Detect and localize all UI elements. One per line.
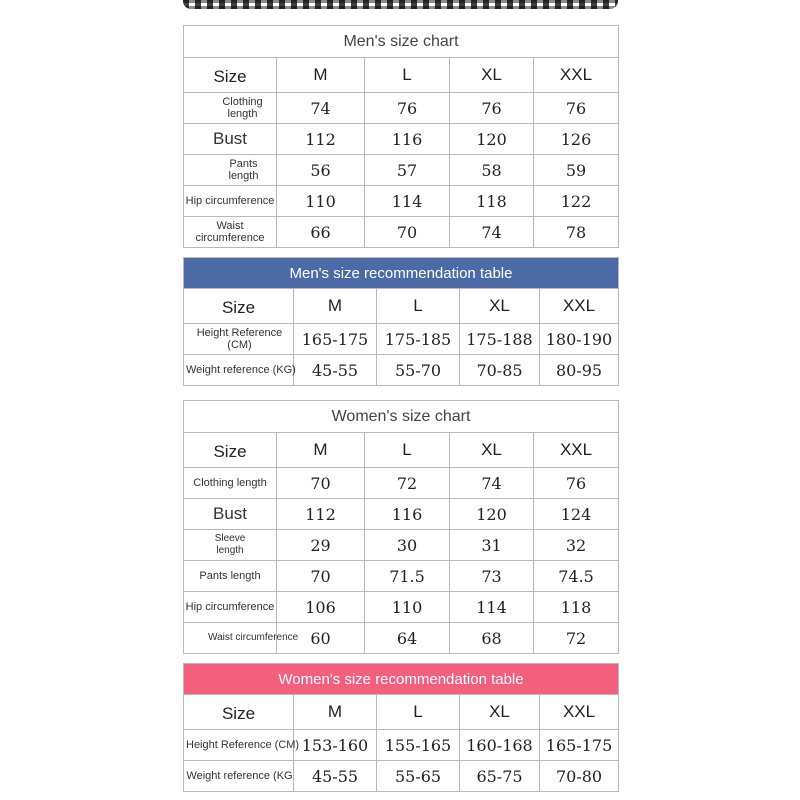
table-cell: 72 [365, 468, 450, 499]
column-header-size: Size [184, 695, 294, 730]
table-cell: 74 [277, 93, 365, 124]
row-label: Weight reference (KG [184, 761, 294, 792]
mens-size-recommendation-table [183, 257, 619, 386]
column-header-m: M [294, 695, 377, 730]
column-header-xxl: XXL [534, 433, 619, 468]
table-cell: 76 [534, 468, 619, 499]
table-cell: 29 [277, 530, 365, 561]
row-label: Hip circumference [184, 592, 277, 623]
table-cell: 73 [450, 561, 534, 592]
table-cell: 55-70 [377, 355, 460, 386]
table-cell: 56 [277, 155, 365, 186]
table-cell: 58 [450, 155, 534, 186]
table-cell: 76 [365, 93, 450, 124]
table-cell: 116 [365, 124, 450, 155]
table-cell: 64 [365, 623, 450, 654]
table-cell: 112 [277, 499, 365, 530]
table-row [184, 468, 619, 499]
table-cell: 70 [277, 561, 365, 592]
table-cell: 160-168 [460, 730, 540, 761]
row-label: Hip circumference [184, 186, 277, 217]
row-label-text: Sleeve length [214, 533, 246, 556]
row-label: Height Reference (CM) [184, 730, 294, 761]
column-header-l: L [377, 289, 460, 324]
column-header-xl: XL [460, 289, 540, 324]
gingham-fabric-strip [183, 0, 618, 9]
table-cell: 175-185 [377, 324, 460, 355]
column-header-m: M [277, 58, 365, 93]
table-row [184, 324, 619, 355]
table-cell: 120 [450, 499, 534, 530]
row-label: Pants length [184, 561, 277, 592]
table-cell: 153-160 [294, 730, 377, 761]
womens-chart-title: Women's size chart [184, 401, 619, 433]
womens-size-recommendation-table [183, 663, 619, 792]
table-cell: 165-175 [294, 324, 377, 355]
table-row [184, 730, 619, 761]
row-label: Clothing length [184, 93, 277, 124]
table-cell: 66 [277, 217, 365, 248]
table-cell: 118 [450, 186, 534, 217]
row-label: Waist circumference [184, 623, 277, 654]
table-row [184, 530, 619, 561]
table-cell: 175-188 [460, 324, 540, 355]
column-header-l: L [377, 695, 460, 730]
mens-size-chart [183, 25, 619, 248]
table-cell: 72 [534, 623, 619, 654]
column-header-xl: XL [450, 58, 534, 93]
table-cell: 32 [534, 530, 619, 561]
mens-rec-title: Men's size recommendation table [184, 258, 619, 289]
table-cell: 70 [277, 468, 365, 499]
table-cell: 65-75 [460, 761, 540, 792]
row-label: Clothing length [184, 468, 277, 499]
table-row [184, 124, 619, 155]
column-header-xxl: XXL [540, 289, 619, 324]
table-cell: 71.5 [365, 561, 450, 592]
table-cell: 30 [365, 530, 450, 561]
table-row [184, 217, 619, 248]
table-cell: 116 [365, 499, 450, 530]
row-label: Bust [184, 499, 277, 530]
table-cell: 45-55 [294, 761, 377, 792]
table-cell: 68 [450, 623, 534, 654]
womens-rec-title: Women's size recommendation table [184, 664, 619, 695]
table-cell: 31 [450, 530, 534, 561]
table-row [184, 93, 619, 124]
table-cell: 70-85 [460, 355, 540, 386]
row-label [184, 155, 277, 186]
table-cell: 70-80 [540, 761, 619, 792]
table-row [184, 761, 619, 792]
row-label: Bust [184, 124, 277, 155]
column-header-l: L [365, 58, 450, 93]
table-cell: 45-55 [294, 355, 377, 386]
table-row [184, 355, 619, 386]
row-label: Weight reference (KG) [184, 355, 294, 386]
table-row [184, 155, 619, 186]
table-cell: 122 [534, 186, 619, 217]
column-header-m: M [294, 289, 377, 324]
column-header-l: L [365, 433, 450, 468]
row-label-text: Pants length [228, 158, 259, 182]
table-cell: 60 [277, 623, 365, 654]
column-header-size: Size [184, 289, 294, 324]
column-header-xl: XL [450, 433, 534, 468]
table-cell: 74 [450, 468, 534, 499]
table-row [184, 186, 619, 217]
womens-size-chart [183, 400, 619, 654]
table-row [184, 592, 619, 623]
table-cell: 76 [534, 93, 619, 124]
row-label: Waist circumference [184, 217, 277, 248]
table-cell: 59 [534, 155, 619, 186]
table-cell: 180-190 [540, 324, 619, 355]
table-cell: 78 [534, 217, 619, 248]
table-cell: 165-175 [540, 730, 619, 761]
table-row [184, 561, 619, 592]
table-cell: 114 [450, 592, 534, 623]
table-cell: 110 [365, 592, 450, 623]
table-cell: 120 [450, 124, 534, 155]
row-label: Height Reference (CM) [184, 324, 294, 355]
column-header-xxl: XXL [540, 695, 619, 730]
table-cell: 114 [365, 186, 450, 217]
table-cell: 118 [534, 592, 619, 623]
table-cell: 74.5 [534, 561, 619, 592]
table-cell: 55-65 [377, 761, 460, 792]
table-cell: 57 [365, 155, 450, 186]
table-row [184, 499, 619, 530]
table-cell: 74 [450, 217, 534, 248]
column-header-xl: XL [460, 695, 540, 730]
table-cell: 110 [277, 186, 365, 217]
table-cell: 106 [277, 592, 365, 623]
table-cell: 80-95 [540, 355, 619, 386]
row-label [184, 530, 277, 561]
column-header-size: Size [184, 58, 277, 93]
table-cell: 126 [534, 124, 619, 155]
column-header-xxl: XXL [534, 58, 619, 93]
table-row [184, 623, 619, 654]
column-header-size: Size [184, 433, 277, 468]
table-cell: 124 [534, 499, 619, 530]
column-header-m: M [277, 433, 365, 468]
table-cell: 112 [277, 124, 365, 155]
table-cell: 76 [450, 93, 534, 124]
table-cell: 70 [365, 217, 450, 248]
mens-chart-title: Men's size chart [184, 26, 619, 58]
table-cell: 155-165 [377, 730, 460, 761]
